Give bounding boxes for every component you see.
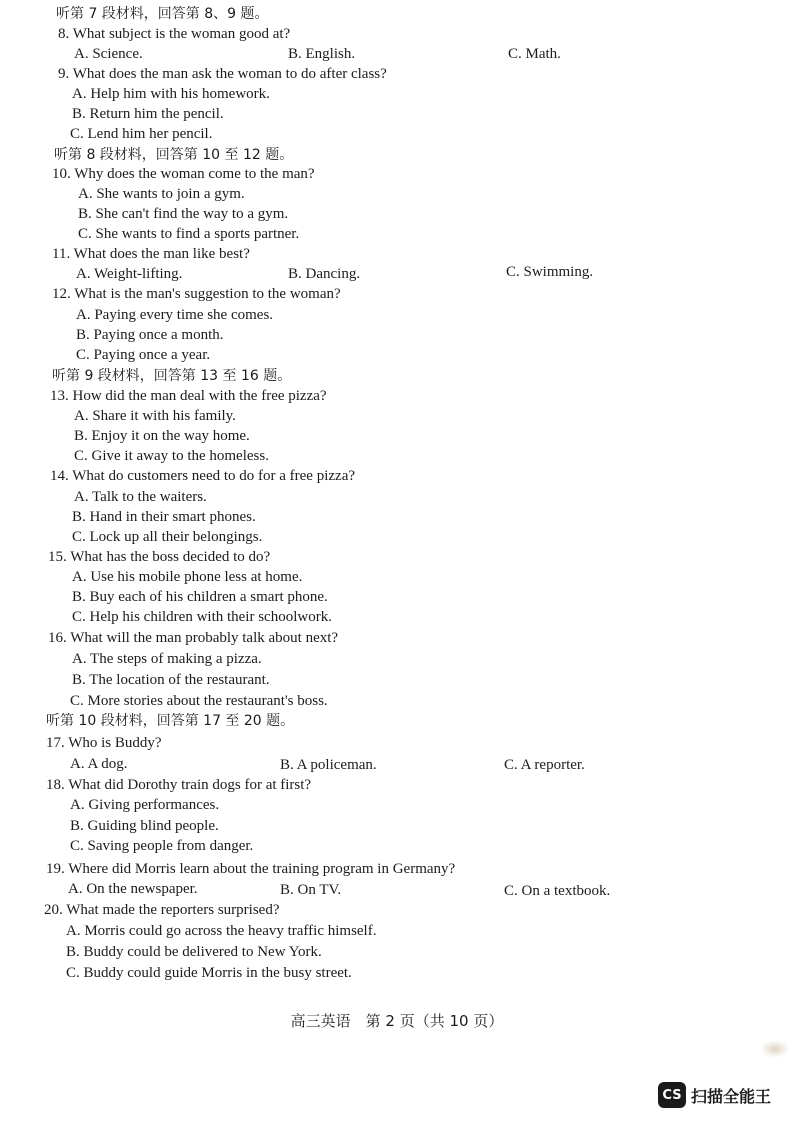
option-b: B. She can't find the way to a gym. (78, 206, 289, 222)
option-c: C. On a textbook. (504, 883, 611, 899)
option-b: B. Buy each of his children a smart phone. (72, 589, 328, 605)
option-b: B. Buddy could be delivered to New York. (66, 944, 322, 960)
question-stem: 13. How did the man deal with the free pizza? (50, 388, 327, 404)
option-b: B. Paying once a month. (76, 327, 224, 343)
option-a: A. The steps of making a pizza. (72, 651, 262, 667)
question-stem: 18. What did Dorothy train dogs for at first? (46, 777, 312, 793)
question-stem: 12. What is the man's suggestion to the woman? (52, 286, 341, 302)
option-c: C. Math. (508, 46, 561, 62)
option-c: C. Swimming. (506, 264, 594, 280)
option-a: A. Use his mobile phone less at home. (72, 569, 303, 585)
question-stem: 14. What do customers need to do for a free pizza? (50, 468, 356, 484)
option-c: C. She wants to find a sports partner. (78, 226, 300, 242)
question-stem: 20. What made the reporters surprised? (44, 902, 280, 918)
option-c: C. Lend him her pencil. (70, 126, 213, 142)
option-c: C. Buddy could guide Morris in the busy street. (66, 965, 352, 981)
question-stem: 11. What does the man like best? (52, 246, 250, 262)
option-b: B. Guiding blind people. (70, 818, 219, 834)
question-stem: 16. What will the man probably talk about next? (48, 630, 339, 646)
option-a: A. Paying every time she comes. (76, 307, 274, 323)
option-a: A. Giving performances. (70, 797, 220, 813)
camscanner-logo-icon: CS (658, 1082, 686, 1108)
scanner-watermark (658, 1081, 771, 1109)
option-c: C. Help his children with their schoolwork. (72, 609, 332, 625)
option-c: C. Paying once a year. (76, 347, 211, 363)
option-c: C. Give it away to the homeless. (74, 448, 269, 464)
option-b: B. Hand in their smart phones. (72, 509, 256, 525)
scan-smudge (760, 1040, 790, 1058)
section-header: 听第 8 段材料，回答第 10 至 12 题。 (54, 147, 294, 163)
question-stem: 17. Who is Buddy? (46, 735, 162, 751)
option-b: B. A policeman. (280, 757, 377, 773)
option-a: A. Science. (74, 46, 143, 62)
option-b: B. The location of the restaurant. (72, 672, 270, 688)
page-footer: 高三英语 第 2 页（共 10 页） (290, 1012, 504, 1030)
option-a: A. A dog. (70, 756, 128, 772)
option-a: A. Share it with his family. (74, 408, 236, 424)
question-stem: 10. Why does the woman come to the man? (52, 166, 315, 182)
option-c: C. More stories about the restaurant's boss. (70, 693, 328, 709)
option-b: B. Enjoy it on the way home. (74, 428, 250, 444)
option-c: C. Saving people from danger. (70, 838, 254, 854)
section-header: 听第 10 段材料，回答第 17 至 20 题。 (46, 713, 295, 729)
option-c: C. Lock up all their belongings. (72, 529, 263, 545)
option-a: A. Weight-lifting. (76, 266, 183, 282)
option-c: C. A reporter. (504, 757, 585, 773)
section-header: 听第 9 段材料，回答第 13 至 16 题。 (52, 368, 292, 384)
option-b: B. On TV. (280, 882, 342, 898)
option-a: A. On the newspaper. (68, 881, 198, 897)
section-header: 听第 7 段材料，回答第 8、9 题。 (56, 6, 269, 22)
question-stem: 8. What subject is the woman good at? (58, 26, 291, 42)
question-stem: 15. What has the boss decided to do? (48, 549, 271, 565)
question-stem: 9. What does the man ask the woman to do after class? (58, 66, 387, 82)
option-b: B. Return him the pencil. (72, 106, 224, 122)
option-b: B. Dancing. (288, 266, 361, 282)
option-a: A. Help him with his homework. (72, 86, 270, 102)
option-a: A. Talk to the waiters. (74, 489, 207, 505)
watermark-text: 扫描全能王 (691, 1086, 772, 1106)
option-b: B. English. (288, 46, 356, 62)
option-a: A. She wants to join a gym. (78, 186, 245, 202)
question-stem: 19. Where did Morris learn about the training program in Germany? (46, 861, 456, 877)
option-a: A. Morris could go across the heavy traffic himself. (66, 923, 377, 939)
